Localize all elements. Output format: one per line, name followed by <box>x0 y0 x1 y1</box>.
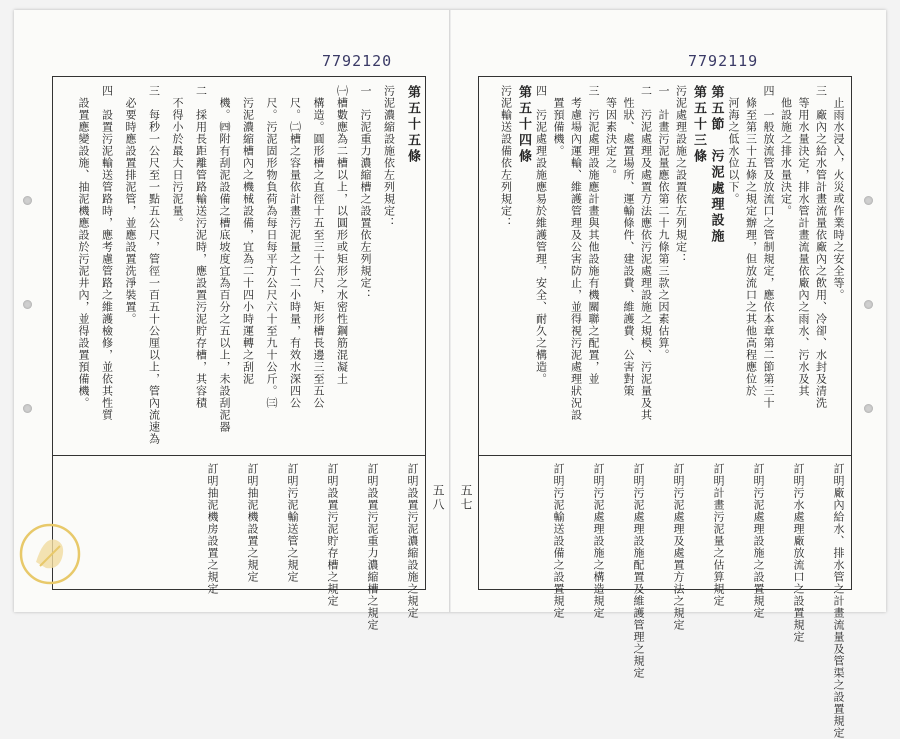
text-column: 尺。污泥固形物負荷為每日每平方公尺六十至九十公斤。㈢ <box>265 85 278 409</box>
text-column: 等因素決定之。 <box>604 85 618 181</box>
text-column: 四 一般放流管及放流口之管制規定，應依本章第二節第三十 <box>762 85 775 409</box>
text-column: 三 污泥處理設施應計畫與其他設施有機關聯之配置，並 <box>587 85 600 385</box>
binder-hole <box>23 404 32 413</box>
text-column: 污泥濃縮設施依左列規定： <box>382 85 396 229</box>
text-column: 置預備機。 <box>552 85 565 157</box>
text-column: 四 污泥處理設施應易於維護管理，安全、耐久之構造。 <box>534 85 548 385</box>
right-serial-number: 7792119 <box>688 52 759 70</box>
text-column: 四 設置污泥輸送管路時，應考慮管路之維護檢修，並依其性質 <box>100 85 114 421</box>
text-column: 一 污泥重力濃縮槽之設置依左列規定： <box>359 85 372 301</box>
text-column: 性狀、處置場所、運輸條件、建設費、維護費、公害對策 <box>622 85 635 397</box>
left-note-divider <box>53 455 425 456</box>
margin-note: 訂明設置污泥濃縮設施之規定 <box>406 463 419 619</box>
margin-note: 訂明污水處理廠放流口之設置規定 <box>792 463 805 643</box>
margin-note: 訂明設置污泥重力濃縮槽之規定 <box>366 463 379 631</box>
document-spread <box>14 10 886 739</box>
article-heading: 第五十三條 <box>691 85 706 165</box>
text-column: 污泥濃縮槽內之機械設備，宜為二十四小時運轉之刮泥 <box>241 85 255 385</box>
margin-note: 訂明廠內給水、排水管之計畫流量及管渠之設置規定 <box>832 463 845 739</box>
text-column: 二 採用長距離管路輸送污泥時，應設置污泥貯存槽，其容積 <box>194 85 208 409</box>
left-text-frame <box>52 76 426 631</box>
text-column: 河海之低水位以下。 <box>727 85 740 205</box>
text-column: 構造。圓形槽之直徑十五至三十公尺，矩形槽長邊三至五公 <box>312 85 325 409</box>
margin-note: 訂明抽泥機房設置之規定 <box>206 463 219 595</box>
archive-watermark-logo <box>18 522 82 586</box>
margin-note: 訂明污泥處理設施之構造規定 <box>592 463 605 619</box>
right-page-number: 五七 <box>459 484 473 512</box>
text-column: 二 污泥處理及處置方法應依污泥處理設施之規模、污泥量及其 <box>639 85 653 421</box>
text-column: 機。㈣附有刮泥設備之槽底坡度宜為百分之五以上，未設刮泥器 <box>218 85 231 433</box>
text-column: 等用水量決定，排水管計畫流量依廠內之雨水、污水及其 <box>797 85 810 397</box>
article-heading: 第五十四條 <box>516 85 531 165</box>
binder-hole <box>864 300 873 309</box>
left-serial-number: 7792120 <box>322 52 393 70</box>
text-column: 止雨水浸入，火災或作業時之安全等。 <box>832 85 845 301</box>
right-page <box>450 10 886 739</box>
text-column: 尺。㈡槽之容量依計畫污泥量之十二小時量，有效水深四公 <box>288 85 302 409</box>
text-column: 設置應變設施、抽泥機應設於污泥井內，並得設置預備機。 <box>77 85 90 409</box>
right-note-divider <box>479 455 851 456</box>
margin-note: 訂明計畫污泥量之估算規定 <box>712 463 725 607</box>
binder-hole <box>864 196 873 205</box>
margin-note: 訂明抽泥機設置之規定 <box>246 463 259 583</box>
text-column: 一 計畫污泥量應依第二十九條第三款之因素估算。 <box>657 85 670 361</box>
margin-note: 訂明污泥處理設施配置及維護管理之規定 <box>632 463 645 679</box>
right-text-frame <box>478 76 852 739</box>
margin-note: 訂明污泥輸送設備之設置規定 <box>552 463 565 619</box>
text-column: 污泥處理設施之設置依左列規定： <box>674 85 688 265</box>
text-column: 不得小於最大日污泥量。 <box>171 85 184 229</box>
article-heading: 第五十五條 <box>405 85 420 165</box>
article-heading: 第五節 污泥處理設施 <box>708 85 724 245</box>
binder-hole <box>23 196 32 205</box>
text-column: 考慮場內運輸、維護管理及公害防止，並得視污泥處理狀況設 <box>569 85 583 421</box>
margin-note: 訂明污泥處理及處置方法之規定 <box>672 463 685 631</box>
margin-note: 訂明設置污泥貯存槽之規定 <box>326 463 339 607</box>
text-column: 必要時應設置排泥管，並應設置洗淨裝置。 <box>124 85 137 325</box>
binder-hole <box>23 300 32 309</box>
text-column: 他設施之排水量決定。 <box>779 85 793 217</box>
text-column: 三 廠內之給水管計畫流量依廠內之飲用、冷卻、水封及清洗 <box>814 85 828 409</box>
text-column: ㈠槽數應為二槽以上，以圓形或矩形之水密性鋼筋混凝土 <box>335 85 349 385</box>
margin-note: 訂明污泥處理設施之設置規定 <box>752 463 765 619</box>
text-column: 三 每秒一公尺至一點五公尺，管徑一百五十公厘以上，管內流速為 <box>147 85 161 445</box>
text-column: 條至第三十五條之規定辦理，但放流口之其他高程應位於 <box>744 85 758 397</box>
left-page-number: 五八 <box>431 484 445 512</box>
margin-note: 訂明污泥輸送管之規定 <box>286 463 299 583</box>
binder-hole <box>864 404 873 413</box>
text-column: 污泥輸送設備依左列規定： <box>499 85 513 229</box>
